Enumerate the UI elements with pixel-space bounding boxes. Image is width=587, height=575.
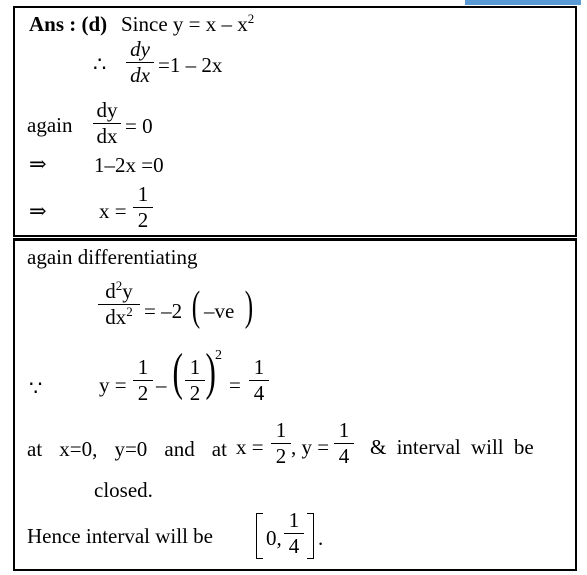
equals-sign: = — [229, 373, 241, 397]
fraction-dy-dx-2: dy dx — [93, 100, 121, 147]
second-derivative-fraction: $d^2y$ $dx^2$ — [98, 281, 140, 328]
fraction-half-c: 1 2 — [271, 420, 291, 467]
x-equals-2: x = — [236, 435, 264, 459]
header-accent-bar — [465, 0, 581, 5]
interval-text: & interval will be — [370, 435, 534, 459]
second-derivative-value: = –2 — [144, 299, 183, 323]
implies-symbol-2: ⇒ — [29, 199, 47, 223]
because-symbol: ∵ — [29, 376, 43, 400]
answer-box-part1 — [13, 6, 577, 237]
again-label: again — [27, 113, 73, 137]
answer-label: Ans : (d) — [29, 12, 108, 36]
fraction-half-a: 1 2 — [133, 357, 153, 404]
right-bracket — [307, 513, 314, 559]
hence-interval-text: Hence interval will be — [27, 524, 214, 548]
fraction-quarter: 1 4 — [249, 357, 269, 404]
fraction-one-half: 1 2 — [133, 184, 153, 231]
equation-1-2x: 1–2x =0 — [94, 153, 164, 177]
derivative-zero: = 0 — [125, 114, 153, 138]
left-bracket — [256, 513, 263, 559]
y-equals-2: , y = — [291, 435, 330, 459]
square-exponent: 2 — [215, 348, 222, 363]
interval-zero: 0, — [266, 526, 282, 550]
open-paren-2: ( — [172, 344, 183, 401]
y-equals: y = — [99, 373, 127, 397]
close-paren: ) — [244, 284, 254, 330]
given-equation: Since $y = x - x^2$ — [121, 11, 255, 36]
therefore-symbol: ∴ — [93, 52, 107, 76]
closed-text: closed. — [94, 478, 153, 502]
open-paren: ( — [191, 284, 201, 330]
fraction-quarter-c: 1 4 — [284, 510, 304, 557]
close-paren-2: ) — [205, 344, 216, 401]
x-equals: x = — [99, 199, 127, 223]
fraction-quarter-b: 1 4 — [334, 420, 354, 467]
line4-start: at x=0, y=0 and at — [27, 437, 227, 461]
implies-symbol-1: ⇒ — [29, 152, 47, 176]
fraction-half-b: 1 2 — [185, 357, 205, 404]
fraction-dy-dx: dy dx — [126, 39, 154, 86]
final-period: . — [318, 526, 324, 550]
answer-box-part2 — [13, 238, 577, 571]
negative-label: –ve — [204, 299, 235, 323]
again-differentiating: again differentiating — [27, 245, 198, 269]
minus-sign: – — [156, 373, 167, 397]
derivative-result: =1 – 2x — [158, 53, 223, 77]
